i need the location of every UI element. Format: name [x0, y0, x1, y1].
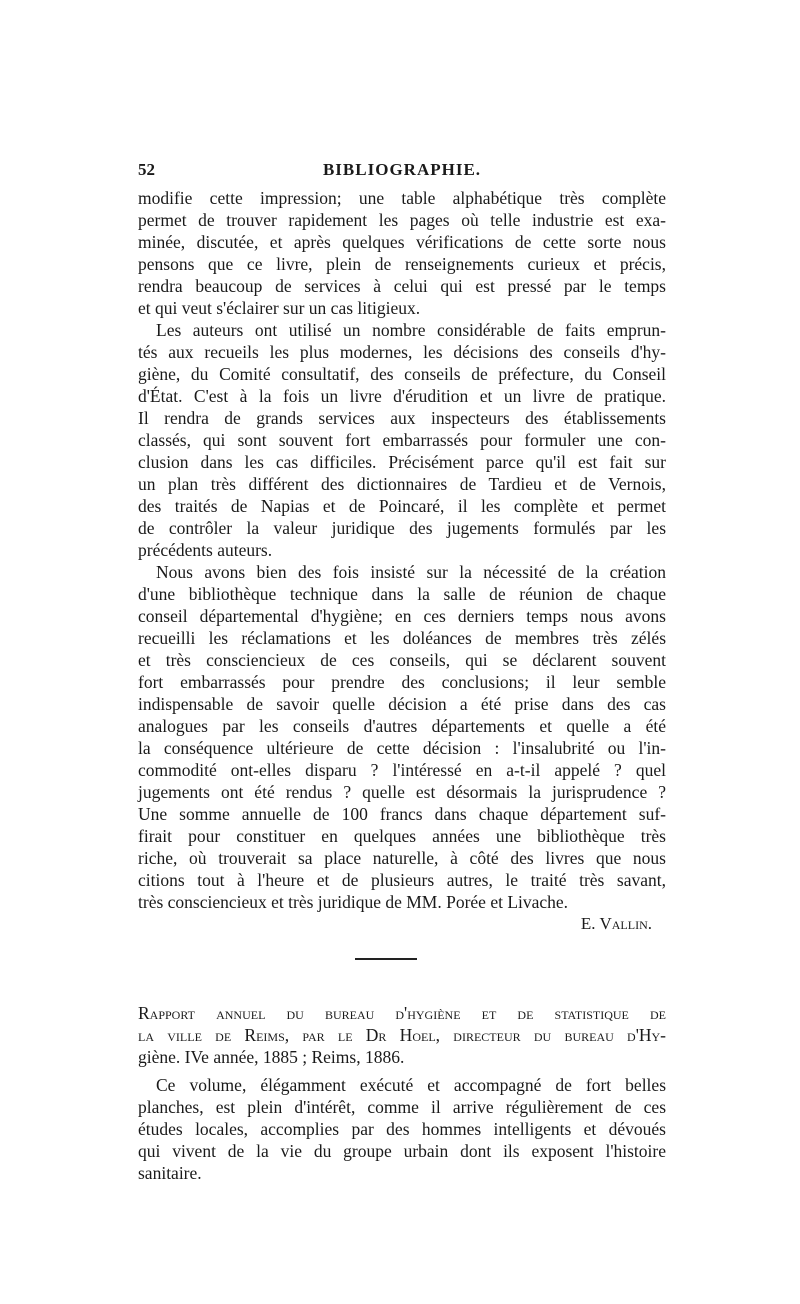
text-line: rendra beaucoup de services à celui qui est pressé par le temps	[138, 276, 666, 296]
text-line: pensons que ce livre, plein de renseignements curieux et précis,	[138, 254, 666, 274]
review-title-line: giène. IVe année, 1885 ; Reims, 1886.	[138, 1047, 405, 1067]
text-line: qui vivent de la vie du groupe urbain dont ils exposent l'histoire	[138, 1141, 666, 1161]
text-line: Nous avons bien des fois insisté sur la nécessité de la création	[156, 562, 666, 582]
text-line: indispensable de savoir quelle décision a été prise dans des cas	[138, 694, 666, 714]
text-line: sanitaire.	[138, 1163, 202, 1183]
text-line: Les auteurs ont utilisé un nombre considérable de faits emprun-	[156, 320, 666, 340]
running-head	[138, 160, 666, 184]
text-line: de contrôler la valeur juridique des jugements formulés par les	[138, 518, 666, 538]
text-line: un plan très différent des dictionnaires de Tardieu et de Vernois,	[138, 474, 666, 494]
text-line: clusion dans les cas difficiles. Précisément parce qu'il est fait sur	[138, 452, 666, 472]
text-line: conseil départemental d'hygiène; en ces derniers temps nous avons	[138, 606, 666, 626]
running-title: BIBLIOGRAPHIE.	[322, 160, 482, 179]
text-line: jugements ont été rendus ? quelle est désormais la jurisprudence ?	[138, 782, 666, 802]
text-line: riche, où trouverait sa place naturelle, à côté des livres que nous	[138, 848, 666, 868]
text-line: Ce volume, élégamment exécuté et accompagné de fort belles	[156, 1075, 666, 1095]
signature: E. Vallin.	[580, 914, 652, 933]
text-line: citions tout à l'heure et de plusieurs autres, le traité très savant,	[138, 870, 666, 890]
review-title-line: Rapport annuel du bureau d'hygiène et de statistique de	[138, 1003, 666, 1023]
text-line: planches, est plein d'intérêt, comme il arrive régulièrement de ces	[138, 1097, 666, 1117]
section-divider	[355, 958, 417, 960]
text-line: giène, du Comité consultatif, des conseils de préfecture, du Conseil	[138, 364, 666, 384]
text-line: commodité ont-elles disparu ? l'intéressé en a-t-il appelé ? quel	[138, 760, 666, 780]
text-line: analogues par les conseils d'autres départements et quelle a été	[138, 716, 666, 736]
text-line: précédents auteurs.	[138, 540, 273, 560]
text-line: Il rendra de grands services aux inspecteurs des établissements	[138, 408, 666, 428]
text-line: classés, qui sont souvent fort embarrassés pour formuler une con-	[138, 430, 666, 450]
text-line: permet de trouver rapidement les pages où telle industrie est exa-	[138, 210, 666, 230]
review-title-line: la ville de Reims, par le Dr Hoel, directeur du bureau d'Hy-	[138, 1025, 666, 1045]
text-line: études locales, accomplies par des hommes intelligents et dévoués	[138, 1119, 666, 1139]
text-line: Une somme annuelle de 100 francs dans chaque département suf-	[138, 804, 666, 824]
text-line: et qui veut s'éclairer sur un cas litigieux.	[138, 298, 421, 318]
page-number: 52	[138, 160, 155, 179]
text-line: et très consciencieux de ces conseils, qui se déclarent souvent	[138, 650, 666, 670]
text-line: très consciencieux et très juridique de MM. Porée et Livache.	[138, 892, 569, 912]
text-line: d'État. C'est à la fois un livre d'érudition et un livre de pratique.	[138, 386, 666, 406]
text-line: recueilli les réclamations et les doléances de membres très zélés	[138, 628, 666, 648]
text-line: tés aux recueils les plus modernes, les décisions des conseils d'hy-	[138, 342, 666, 362]
text-line: firait pour constituer en quelques années une bibliothèque très	[138, 826, 666, 846]
text-line: minée, discutée, et après quelques vérifications de cette sorte nous	[138, 232, 666, 252]
text-line: fort embarrassés pour prendre des conclusions; il leur semble	[138, 672, 666, 692]
text-line: modifie cette impression; une table alphabétique très complète	[138, 188, 666, 208]
text-line: des traités de Napias et de Poincaré, il les complète et permet	[138, 496, 666, 516]
text-line: d'une bibliothèque technique dans la salle de réunion de chaque	[138, 584, 666, 604]
text-line: la conséquence ultérieure de cette décision : l'insalubrité ou l'in-	[138, 738, 666, 758]
